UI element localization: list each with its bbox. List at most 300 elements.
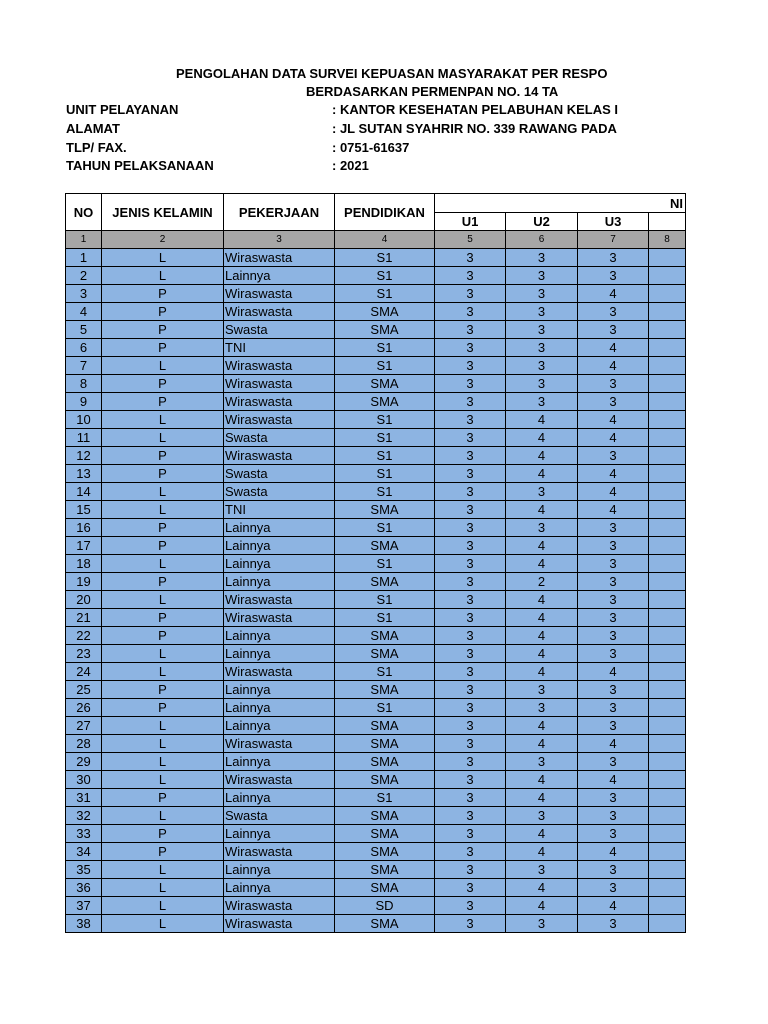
cell-u1[interactable]: 3 <box>435 753 506 771</box>
cell-u3[interactable]: 3 <box>578 375 649 393</box>
cell-u1[interactable]: 3 <box>435 267 506 285</box>
cell-no[interactable]: 27 <box>66 717 102 735</box>
cell-u4[interactable] <box>649 699 686 717</box>
cell-u3[interactable]: 4 <box>578 771 649 789</box>
cell-u3[interactable]: 3 <box>578 537 649 555</box>
cell-u4[interactable] <box>649 681 686 699</box>
cell-u2[interactable]: 3 <box>506 861 578 879</box>
cell-u4[interactable] <box>649 447 686 465</box>
cell-u1[interactable]: 3 <box>435 429 506 447</box>
cell-u1[interactable]: 3 <box>435 375 506 393</box>
header-nilai-group[interactable]: NI <box>435 194 686 213</box>
cell-jenis-kelamin[interactable]: P <box>102 627 224 645</box>
cell-u1[interactable]: 3 <box>435 357 506 375</box>
cell-pekerjaan[interactable]: Wiraswasta <box>224 843 335 861</box>
cell-pekerjaan[interactable]: Wiraswasta <box>224 915 335 933</box>
cell-u3[interactable]: 4 <box>578 501 649 519</box>
cell-u4[interactable] <box>649 591 686 609</box>
cell-u3[interactable]: 3 <box>578 645 649 663</box>
cell-pendidikan[interactable]: SMA <box>335 843 435 861</box>
cell-pekerjaan[interactable]: Lainnya <box>224 825 335 843</box>
cell-u1[interactable]: 3 <box>435 681 506 699</box>
cell-no[interactable]: 12 <box>66 447 102 465</box>
cell-no[interactable]: 7 <box>66 357 102 375</box>
cell-u2[interactable]: 4 <box>506 429 578 447</box>
cell-jenis-kelamin[interactable]: L <box>102 807 224 825</box>
cell-u3[interactable]: 4 <box>578 339 649 357</box>
cell-u2[interactable]: 4 <box>506 411 578 429</box>
cell-jenis-kelamin[interactable]: P <box>102 519 224 537</box>
cell-u2[interactable]: 3 <box>506 303 578 321</box>
cell-no[interactable]: 31 <box>66 789 102 807</box>
cell-jenis-kelamin[interactable]: P <box>102 789 224 807</box>
cell-u4[interactable] <box>649 735 686 753</box>
cell-u2[interactable]: 4 <box>506 645 578 663</box>
cell-u3[interactable]: 3 <box>578 753 649 771</box>
cell-pendidikan[interactable]: S1 <box>335 519 435 537</box>
cell-pekerjaan[interactable]: Lainnya <box>224 681 335 699</box>
cell-u3[interactable]: 3 <box>578 717 649 735</box>
cell-u3[interactable]: 3 <box>578 699 649 717</box>
cell-u4[interactable] <box>649 807 686 825</box>
cell-u1[interactable]: 3 <box>435 717 506 735</box>
cell-u2[interactable]: 4 <box>506 609 578 627</box>
cell-u4[interactable] <box>649 357 686 375</box>
cell-pekerjaan[interactable]: Wiraswasta <box>224 303 335 321</box>
cell-u2[interactable]: 3 <box>506 519 578 537</box>
cell-u4[interactable] <box>649 249 686 267</box>
cell-u1[interactable]: 3 <box>435 303 506 321</box>
cell-u1[interactable]: 3 <box>435 735 506 753</box>
cell-u4[interactable] <box>649 375 686 393</box>
cell-u1[interactable]: 3 <box>435 249 506 267</box>
cell-u4[interactable] <box>649 321 686 339</box>
cell-no[interactable]: 5 <box>66 321 102 339</box>
cell-pendidikan[interactable]: S1 <box>335 411 435 429</box>
cell-u4[interactable] <box>649 717 686 735</box>
cell-pendidikan[interactable]: S1 <box>335 465 435 483</box>
cell-u3[interactable]: 3 <box>578 321 649 339</box>
cell-jenis-kelamin[interactable]: L <box>102 411 224 429</box>
cell-u4[interactable] <box>649 771 686 789</box>
cell-no[interactable]: 4 <box>66 303 102 321</box>
cell-u4[interactable] <box>649 825 686 843</box>
header-u4[interactable] <box>649 213 686 231</box>
cell-u1[interactable]: 3 <box>435 807 506 825</box>
cell-u1[interactable]: 3 <box>435 699 506 717</box>
cell-pekerjaan[interactable]: Lainnya <box>224 537 335 555</box>
cell-u1[interactable]: 3 <box>435 447 506 465</box>
cell-jenis-kelamin[interactable]: P <box>102 573 224 591</box>
cell-pendidikan[interactable]: SMA <box>335 645 435 663</box>
cell-u3[interactable]: 3 <box>578 303 649 321</box>
cell-no[interactable]: 23 <box>66 645 102 663</box>
cell-u4[interactable] <box>649 843 686 861</box>
cell-u2[interactable]: 4 <box>506 897 578 915</box>
cell-pendidikan[interactable]: SMA <box>335 627 435 645</box>
cell-jenis-kelamin[interactable]: P <box>102 303 224 321</box>
cell-pekerjaan[interactable]: Lainnya <box>224 699 335 717</box>
cell-no[interactable]: 30 <box>66 771 102 789</box>
cell-u1[interactable]: 3 <box>435 771 506 789</box>
cell-pendidikan[interactable]: S1 <box>335 609 435 627</box>
cell-u1[interactable]: 3 <box>435 321 506 339</box>
cell-pendidikan[interactable]: SD <box>335 897 435 915</box>
cell-u1[interactable]: 3 <box>435 393 506 411</box>
cell-pendidikan[interactable]: SMA <box>335 393 435 411</box>
cell-u4[interactable] <box>649 627 686 645</box>
cell-u4[interactable] <box>649 753 686 771</box>
cell-pekerjaan[interactable]: Wiraswasta <box>224 663 335 681</box>
cell-pekerjaan[interactable]: Swasta <box>224 321 335 339</box>
cell-pekerjaan[interactable]: Wiraswasta <box>224 375 335 393</box>
cell-u1[interactable]: 3 <box>435 285 506 303</box>
cell-jenis-kelamin[interactable]: L <box>102 897 224 915</box>
cell-u1[interactable]: 3 <box>435 537 506 555</box>
cell-u3[interactable]: 3 <box>578 573 649 591</box>
cell-pekerjaan[interactable]: Lainnya <box>224 627 335 645</box>
cell-no[interactable]: 20 <box>66 591 102 609</box>
cell-no[interactable]: 37 <box>66 897 102 915</box>
header-u2[interactable]: U2 <box>506 213 578 231</box>
cell-pekerjaan[interactable]: Wiraswasta <box>224 735 335 753</box>
cell-pekerjaan[interactable]: Swasta <box>224 429 335 447</box>
cell-jenis-kelamin[interactable]: P <box>102 375 224 393</box>
cell-no[interactable]: 9 <box>66 393 102 411</box>
cell-u2[interactable]: 2 <box>506 573 578 591</box>
cell-pekerjaan[interactable]: Wiraswasta <box>224 771 335 789</box>
cell-jenis-kelamin[interactable]: L <box>102 483 224 501</box>
cell-u2[interactable]: 3 <box>506 807 578 825</box>
cell-u2[interactable]: 4 <box>506 735 578 753</box>
cell-pekerjaan[interactable]: Wiraswasta <box>224 447 335 465</box>
cell-u2[interactable]: 4 <box>506 627 578 645</box>
cell-u1[interactable]: 3 <box>435 609 506 627</box>
cell-u3[interactable]: 3 <box>578 807 649 825</box>
cell-u2[interactable]: 4 <box>506 717 578 735</box>
cell-u1[interactable]: 3 <box>435 645 506 663</box>
cell-pendidikan[interactable]: SMA <box>335 735 435 753</box>
cell-u2[interactable]: 3 <box>506 681 578 699</box>
cell-u1[interactable]: 3 <box>435 663 506 681</box>
cell-jenis-kelamin[interactable]: L <box>102 249 224 267</box>
cell-pendidikan[interactable]: SMA <box>335 915 435 933</box>
cell-u2[interactable]: 4 <box>506 555 578 573</box>
cell-pekerjaan[interactable]: Swasta <box>224 807 335 825</box>
cell-pendidikan[interactable]: SMA <box>335 825 435 843</box>
cell-jenis-kelamin[interactable]: P <box>102 825 224 843</box>
cell-u4[interactable] <box>649 573 686 591</box>
cell-u2[interactable]: 4 <box>506 447 578 465</box>
cell-jenis-kelamin[interactable]: P <box>102 393 224 411</box>
cell-pendidikan[interactable]: S1 <box>335 357 435 375</box>
cell-no[interactable]: 8 <box>66 375 102 393</box>
cell-pendidikan[interactable]: SMA <box>335 321 435 339</box>
cell-pendidikan[interactable]: S1 <box>335 285 435 303</box>
cell-pendidikan[interactable]: SMA <box>335 861 435 879</box>
cell-u1[interactable]: 3 <box>435 501 506 519</box>
cell-u4[interactable] <box>649 393 686 411</box>
header-no[interactable]: NO <box>66 194 102 231</box>
cell-u1[interactable]: 3 <box>435 861 506 879</box>
cell-u2[interactable]: 4 <box>506 501 578 519</box>
cell-u3[interactable]: 3 <box>578 555 649 573</box>
cell-pendidikan[interactable]: SMA <box>335 537 435 555</box>
cell-no[interactable]: 2 <box>66 267 102 285</box>
cell-pendidikan[interactable]: SMA <box>335 771 435 789</box>
cell-no[interactable]: 16 <box>66 519 102 537</box>
cell-u3[interactable]: 4 <box>578 483 649 501</box>
cell-u2[interactable]: 4 <box>506 591 578 609</box>
cell-jenis-kelamin[interactable]: L <box>102 753 224 771</box>
cell-u3[interactable]: 3 <box>578 267 649 285</box>
cell-u1[interactable]: 3 <box>435 573 506 591</box>
cell-u3[interactable]: 4 <box>578 357 649 375</box>
cell-u3[interactable]: 3 <box>578 879 649 897</box>
cell-u1[interactable]: 3 <box>435 627 506 645</box>
cell-u4[interactable] <box>649 879 686 897</box>
cell-pendidikan[interactable]: S1 <box>335 699 435 717</box>
cell-pekerjaan[interactable]: Lainnya <box>224 789 335 807</box>
cell-u2[interactable]: 3 <box>506 375 578 393</box>
cell-no[interactable]: 6 <box>66 339 102 357</box>
cell-u2[interactable]: 4 <box>506 825 578 843</box>
cell-pendidikan[interactable]: S1 <box>335 249 435 267</box>
cell-no[interactable]: 1 <box>66 249 102 267</box>
cell-pekerjaan[interactable]: Wiraswasta <box>224 249 335 267</box>
cell-u4[interactable] <box>649 303 686 321</box>
cell-pekerjaan[interactable]: Wiraswasta <box>224 609 335 627</box>
cell-no[interactable]: 36 <box>66 879 102 897</box>
cell-jenis-kelamin[interactable]: L <box>102 267 224 285</box>
cell-no[interactable]: 35 <box>66 861 102 879</box>
cell-pekerjaan[interactable]: Wiraswasta <box>224 357 335 375</box>
cell-no[interactable]: 38 <box>66 915 102 933</box>
cell-pendidikan[interactable]: S1 <box>335 555 435 573</box>
cell-pekerjaan[interactable]: Lainnya <box>224 717 335 735</box>
cell-pekerjaan[interactable]: Lainnya <box>224 861 335 879</box>
cell-jenis-kelamin[interactable]: P <box>102 339 224 357</box>
cell-jenis-kelamin[interactable]: L <box>102 771 224 789</box>
cell-pendidikan[interactable]: S1 <box>335 789 435 807</box>
cell-u3[interactable]: 4 <box>578 663 649 681</box>
cell-pekerjaan[interactable]: Wiraswasta <box>224 591 335 609</box>
cell-u1[interactable]: 3 <box>435 411 506 429</box>
cell-u3[interactable]: 3 <box>578 519 649 537</box>
cell-u3[interactable]: 4 <box>578 843 649 861</box>
cell-pendidikan[interactable]: SMA <box>335 375 435 393</box>
cell-u4[interactable] <box>649 897 686 915</box>
cell-pendidikan[interactable]: SMA <box>335 681 435 699</box>
cell-pendidikan[interactable]: S1 <box>335 591 435 609</box>
cell-no[interactable]: 19 <box>66 573 102 591</box>
cell-no[interactable]: 17 <box>66 537 102 555</box>
cell-jenis-kelamin[interactable]: L <box>102 357 224 375</box>
cell-u2[interactable]: 3 <box>506 285 578 303</box>
cell-u2[interactable]: 4 <box>506 465 578 483</box>
cell-pendidikan[interactable]: SMA <box>335 303 435 321</box>
cell-u3[interactable]: 4 <box>578 465 649 483</box>
header-jenis-kelamin[interactable]: JENIS KELAMIN <box>102 194 224 231</box>
cell-u2[interactable]: 4 <box>506 879 578 897</box>
cell-u2[interactable]: 3 <box>506 699 578 717</box>
cell-pendidikan[interactable]: S1 <box>335 339 435 357</box>
cell-u4[interactable] <box>649 501 686 519</box>
cell-jenis-kelamin[interactable]: P <box>102 285 224 303</box>
cell-pendidikan[interactable]: SMA <box>335 807 435 825</box>
cell-u4[interactable] <box>649 663 686 681</box>
cell-pendidikan[interactable]: SMA <box>335 753 435 771</box>
cell-u3[interactable]: 4 <box>578 285 649 303</box>
cell-u1[interactable]: 3 <box>435 915 506 933</box>
cell-pekerjaan[interactable]: Wiraswasta <box>224 411 335 429</box>
cell-u1[interactable]: 3 <box>435 555 506 573</box>
cell-pekerjaan[interactable]: Lainnya <box>224 555 335 573</box>
cell-u3[interactable]: 3 <box>578 591 649 609</box>
cell-pendidikan[interactable]: SMA <box>335 717 435 735</box>
cell-jenis-kelamin[interactable]: P <box>102 609 224 627</box>
cell-jenis-kelamin[interactable]: L <box>102 717 224 735</box>
cell-pekerjaan[interactable]: Lainnya <box>224 879 335 897</box>
cell-pekerjaan[interactable]: Lainnya <box>224 267 335 285</box>
cell-no[interactable]: 26 <box>66 699 102 717</box>
cell-jenis-kelamin[interactable]: P <box>102 681 224 699</box>
cell-u3[interactable]: 3 <box>578 447 649 465</box>
cell-pekerjaan[interactable]: Lainnya <box>224 573 335 591</box>
cell-u1[interactable]: 3 <box>435 465 506 483</box>
cell-jenis-kelamin[interactable]: P <box>102 843 224 861</box>
cell-u4[interactable] <box>649 789 686 807</box>
cell-pekerjaan[interactable]: Swasta <box>224 483 335 501</box>
cell-u2[interactable]: 3 <box>506 339 578 357</box>
cell-u3[interactable]: 4 <box>578 411 649 429</box>
cell-no[interactable]: 33 <box>66 825 102 843</box>
cell-u2[interactable]: 4 <box>506 663 578 681</box>
cell-jenis-kelamin[interactable]: L <box>102 861 224 879</box>
cell-u4[interactable] <box>649 861 686 879</box>
cell-pekerjaan[interactable]: Swasta <box>224 465 335 483</box>
cell-u4[interactable] <box>649 645 686 663</box>
cell-u2[interactable]: 4 <box>506 789 578 807</box>
cell-pendidikan[interactable]: S1 <box>335 483 435 501</box>
cell-u3[interactable]: 3 <box>578 789 649 807</box>
cell-u2[interactable]: 4 <box>506 771 578 789</box>
cell-u1[interactable]: 3 <box>435 843 506 861</box>
header-u1[interactable]: U1 <box>435 213 506 231</box>
cell-jenis-kelamin[interactable]: L <box>102 429 224 447</box>
cell-no[interactable]: 29 <box>66 753 102 771</box>
cell-no[interactable]: 14 <box>66 483 102 501</box>
header-pendidikan[interactable]: PENDIDIKAN <box>335 194 435 231</box>
cell-u3[interactable]: 3 <box>578 393 649 411</box>
cell-u1[interactable]: 3 <box>435 789 506 807</box>
cell-no[interactable]: 28 <box>66 735 102 753</box>
cell-u1[interactable]: 3 <box>435 591 506 609</box>
cell-pendidikan[interactable]: SMA <box>335 501 435 519</box>
cell-u3[interactable]: 3 <box>578 681 649 699</box>
cell-jenis-kelamin[interactable]: P <box>102 321 224 339</box>
cell-u1[interactable]: 3 <box>435 825 506 843</box>
header-pekerjaan[interactable]: PEKERJAAN <box>224 194 335 231</box>
cell-no[interactable]: 15 <box>66 501 102 519</box>
cell-pendidikan[interactable]: S1 <box>335 447 435 465</box>
cell-no[interactable]: 18 <box>66 555 102 573</box>
cell-pekerjaan[interactable]: Wiraswasta <box>224 285 335 303</box>
cell-pekerjaan[interactable]: Lainnya <box>224 753 335 771</box>
cell-no[interactable]: 13 <box>66 465 102 483</box>
cell-pendidikan[interactable]: S1 <box>335 267 435 285</box>
cell-pekerjaan[interactable]: Wiraswasta <box>224 897 335 915</box>
cell-u4[interactable] <box>649 537 686 555</box>
cell-jenis-kelamin[interactable]: L <box>102 591 224 609</box>
cell-u3[interactable]: 3 <box>578 915 649 933</box>
cell-u3[interactable]: 3 <box>578 825 649 843</box>
cell-u4[interactable] <box>649 285 686 303</box>
cell-jenis-kelamin[interactable]: P <box>102 465 224 483</box>
header-u3[interactable]: U3 <box>578 213 649 231</box>
cell-u4[interactable] <box>649 915 686 933</box>
cell-pekerjaan[interactable]: Lainnya <box>224 645 335 663</box>
cell-u3[interactable]: 3 <box>578 609 649 627</box>
cell-pekerjaan[interactable]: Wiraswasta <box>224 393 335 411</box>
cell-u2[interactable]: 3 <box>506 249 578 267</box>
cell-jenis-kelamin[interactable]: L <box>102 663 224 681</box>
cell-u4[interactable] <box>649 555 686 573</box>
cell-pendidikan[interactable]: SMA <box>335 879 435 897</box>
cell-pekerjaan[interactable]: Lainnya <box>224 519 335 537</box>
cell-u4[interactable] <box>649 483 686 501</box>
cell-pekerjaan[interactable]: TNI <box>224 339 335 357</box>
cell-u3[interactable]: 4 <box>578 735 649 753</box>
cell-u4[interactable] <box>649 429 686 447</box>
cell-u3[interactable]: 4 <box>578 897 649 915</box>
cell-u2[interactable]: 3 <box>506 321 578 339</box>
cell-u4[interactable] <box>649 465 686 483</box>
cell-u4[interactable] <box>649 411 686 429</box>
cell-u2[interactable]: 4 <box>506 537 578 555</box>
cell-no[interactable]: 11 <box>66 429 102 447</box>
cell-pendidikan[interactable]: S1 <box>335 429 435 447</box>
cell-no[interactable]: 24 <box>66 663 102 681</box>
cell-u1[interactable]: 3 <box>435 339 506 357</box>
cell-u2[interactable]: 4 <box>506 843 578 861</box>
cell-jenis-kelamin[interactable]: L <box>102 555 224 573</box>
cell-jenis-kelamin[interactable]: L <box>102 915 224 933</box>
cell-pekerjaan[interactable]: TNI <box>224 501 335 519</box>
cell-jenis-kelamin[interactable]: P <box>102 699 224 717</box>
cell-u4[interactable] <box>649 267 686 285</box>
cell-u3[interactable]: 3 <box>578 249 649 267</box>
cell-no[interactable]: 21 <box>66 609 102 627</box>
cell-no[interactable]: 3 <box>66 285 102 303</box>
cell-jenis-kelamin[interactable]: P <box>102 447 224 465</box>
cell-u2[interactable]: 3 <box>506 915 578 933</box>
cell-jenis-kelamin[interactable]: L <box>102 501 224 519</box>
cell-pendidikan[interactable]: S1 <box>335 663 435 681</box>
cell-u4[interactable] <box>649 609 686 627</box>
cell-u4[interactable] <box>649 339 686 357</box>
cell-jenis-kelamin[interactable]: L <box>102 735 224 753</box>
cell-u2[interactable]: 3 <box>506 267 578 285</box>
cell-no[interactable]: 22 <box>66 627 102 645</box>
cell-u1[interactable]: 3 <box>435 897 506 915</box>
cell-u2[interactable]: 3 <box>506 393 578 411</box>
cell-jenis-kelamin[interactable]: P <box>102 537 224 555</box>
cell-u1[interactable]: 3 <box>435 879 506 897</box>
cell-jenis-kelamin[interactable]: L <box>102 879 224 897</box>
cell-no[interactable]: 25 <box>66 681 102 699</box>
cell-pendidikan[interactable]: SMA <box>335 573 435 591</box>
